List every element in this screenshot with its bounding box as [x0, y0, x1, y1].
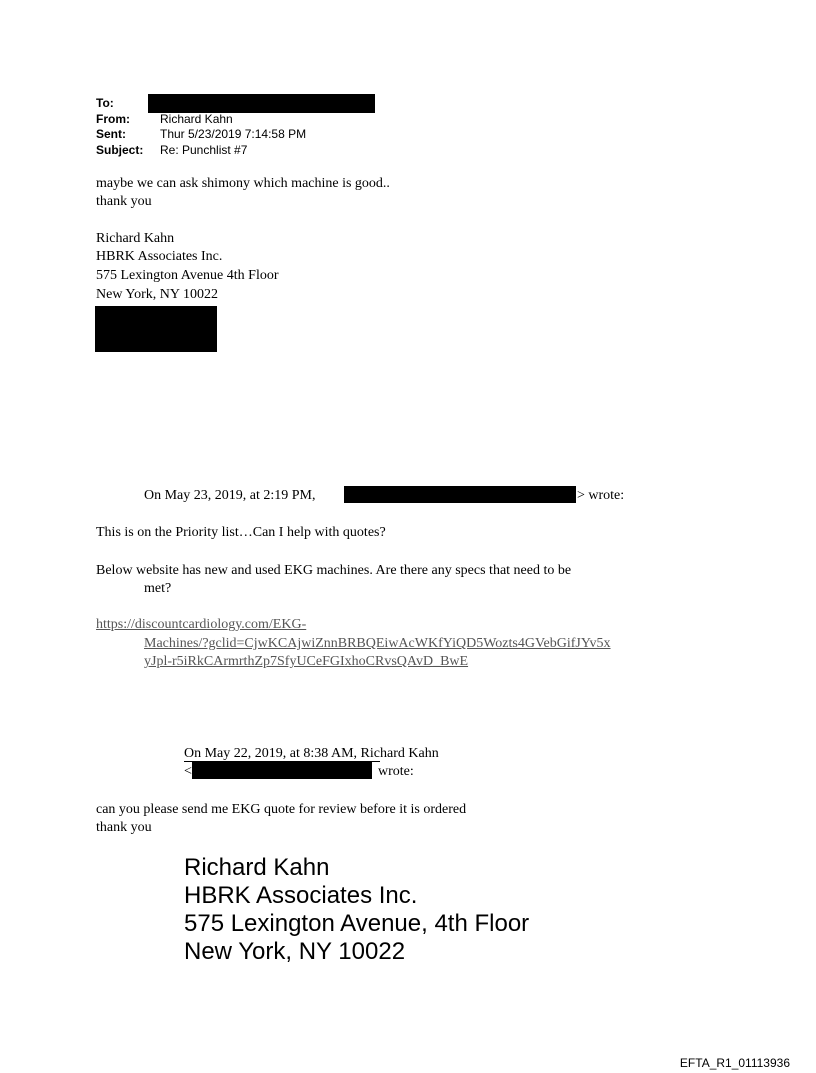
message-line: thank you — [96, 194, 152, 209]
signature-name: Richard Kahn — [96, 231, 175, 246]
quote-intro-suffix: > wrote: — [577, 488, 625, 503]
redaction-phone — [95, 306, 217, 352]
quote-intro: On May 22, 2019, at 8:38 AM, Richard Kahn — [184, 746, 439, 761]
quote-intro-suffix: wrote: — [378, 764, 414, 779]
quote-line: thank you — [96, 820, 152, 835]
website-link[interactable]: https://discountcardiology.com/EKG- — [96, 617, 307, 632]
from-label: From: — [96, 112, 130, 126]
from-value: Richard Kahn — [160, 112, 233, 126]
website-link[interactable]: Machines/?gclid=CjwKCAjwiZnnBRBQEiwAcWKfYiQD5Wozts4GVebGifJYv5x — [144, 636, 611, 651]
quote-line: This is on the Priority list…Can I help with quotes? — [96, 525, 386, 540]
signature-address: 575 Lexington Avenue, 4th Floor — [184, 910, 530, 937]
to-label: To: — [96, 96, 114, 110]
signature-name: Richard Kahn — [184, 854, 330, 881]
subject-value: Re: Punchlist #7 — [160, 143, 248, 157]
quote-intro: On May 23, 2019, at 2:19 PM, — [144, 488, 316, 503]
quote-line: can you please send me EKG quote for review before it is ordered — [96, 802, 467, 817]
quote-line: Below website has new and used EKG machines. Are there any specs that need to be — [96, 563, 572, 578]
signature-city: New York, NY 10022 — [184, 938, 406, 965]
redaction-to — [148, 94, 375, 113]
redaction-sender — [344, 486, 576, 503]
quote-intro-lt: < — [184, 764, 192, 779]
signature-company: HBRK Associates Inc. — [96, 249, 223, 264]
redaction-email — [192, 762, 372, 779]
document-id: EFTA_R1_01113936 — [679, 1056, 790, 1070]
sent-label: Sent: — [96, 127, 126, 141]
quote-line: met? — [144, 581, 172, 596]
signature-address: 575 Lexington Avenue 4th Floor — [96, 268, 279, 283]
website-link[interactable]: yJpl-r5iRkCArmrthZp7SfyUCeFGIxhoCRvsQAvD_BwE — [144, 654, 469, 669]
sent-value: Thur 5/23/2019 7:14:58 PM — [160, 127, 307, 141]
signature-company: HBRK Associates Inc. — [184, 882, 418, 909]
message-line: maybe we can ask shimony which machine is good.. — [96, 176, 390, 191]
signature-city: New York, NY 10022 — [96, 287, 218, 302]
subject-label: Subject: — [96, 143, 144, 157]
